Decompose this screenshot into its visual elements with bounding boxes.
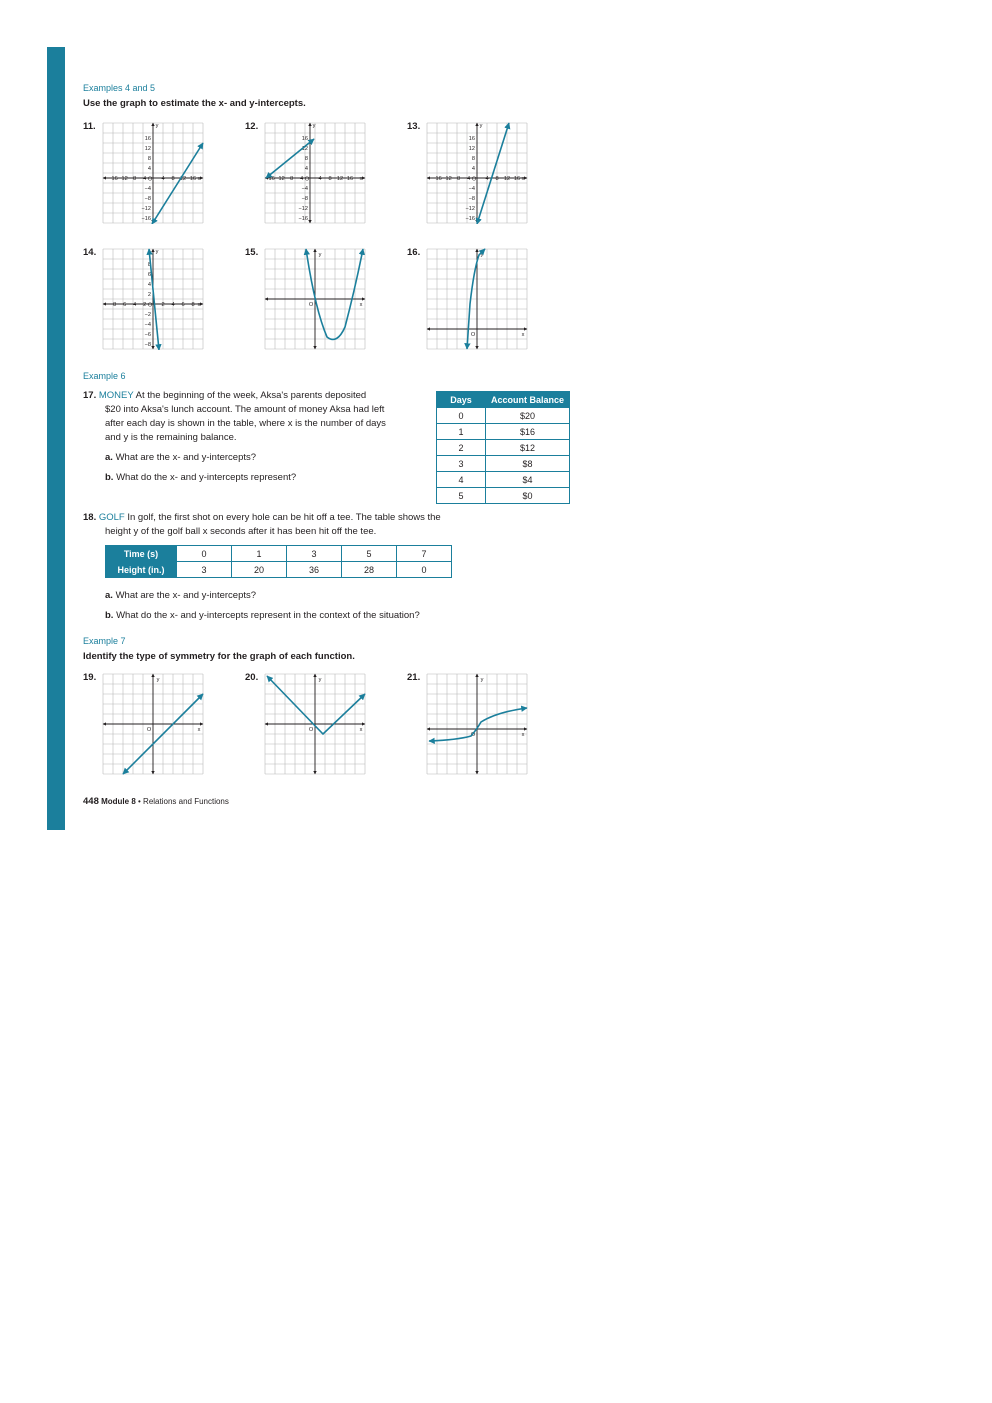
problem-18-line1 — [83, 511, 513, 525]
y-tick-label: 4 — [304, 166, 308, 172]
y-tick-label: 12 — [144, 146, 151, 152]
page-number: 448 — [83, 796, 99, 807]
x-tick-label: 8 — [171, 176, 175, 182]
y-tick-label: −12 — [298, 206, 308, 212]
table-row-height — [106, 562, 452, 578]
y-tick-label: 8 — [147, 156, 151, 162]
x-axis-label: x — [197, 302, 201, 308]
x-tick-label: 4 — [161, 176, 165, 182]
cell-balance: $0 — [486, 488, 570, 504]
problem-17-line1 — [83, 389, 433, 403]
problem-18a — [105, 589, 256, 603]
origin-label: O — [471, 176, 477, 183]
table-time-height — [105, 545, 452, 578]
origin-label: O — [308, 302, 314, 308]
y-tick-label: −2 — [144, 312, 151, 318]
coordinate-plane — [102, 673, 204, 775]
x-axis-label: x — [521, 732, 525, 738]
instruction-intercepts — [83, 98, 306, 109]
problem-18 — [83, 511, 513, 539]
table-row — [437, 456, 570, 472]
x-tick-label: 8 — [191, 302, 195, 308]
cell-balance: $8 — [486, 456, 570, 472]
cell-balance: $20 — [486, 408, 570, 424]
y-tick-label: −8 — [468, 196, 475, 202]
x-tick-label: −4 — [296, 176, 304, 182]
x-tick-label: −12 — [442, 176, 452, 182]
y-tick-label: −16 — [141, 216, 151, 222]
row-label-time: Time (s) — [106, 546, 177, 562]
header-days: Days — [437, 392, 486, 408]
cell-day: 5 — [437, 488, 486, 504]
table-row — [437, 440, 570, 456]
cell-balance: $12 — [486, 440, 570, 456]
graph-problem-11 — [102, 122, 204, 224]
graph-problem-19 — [102, 673, 204, 775]
problem-17b-label: b. — [105, 472, 114, 483]
problem-19-number: 19. — [83, 672, 97, 683]
x-tick-label: 6 — [181, 302, 185, 308]
origin-label: O — [470, 332, 476, 338]
instruction-symmetry: Identify the type of symmetry for the graph of each function. — [83, 651, 355, 662]
y-tick-label: −8 — [301, 196, 308, 202]
header-account-balance: Account Balance — [486, 392, 570, 408]
y-tick-label: 16 — [301, 136, 308, 142]
table-header-row — [437, 392, 570, 408]
x-tick-label: 8 — [328, 176, 332, 182]
y-tick-label: 12 — [301, 146, 308, 152]
problem-20-number: 20. — [245, 672, 259, 683]
x-tick-label: 2 — [161, 302, 165, 308]
problem-17a — [105, 451, 256, 465]
x-tick-label: −4 — [129, 302, 137, 308]
cell-time: 0 — [177, 546, 232, 562]
origin-label: O — [308, 727, 314, 733]
origin-label: O — [147, 176, 153, 183]
example-label-6: Example 6 — [83, 371, 126, 381]
x-axis-label: x — [521, 176, 525, 182]
x-tick-label: 12 — [503, 176, 511, 182]
table-days-balance — [436, 391, 570, 504]
table-row-time — [106, 546, 452, 562]
module-title: Relations and Functions — [143, 797, 229, 806]
cell-day: 0 — [437, 408, 486, 424]
table-row — [437, 488, 570, 504]
problem-18-tag: GOLF — [98, 512, 125, 523]
x-tick-label: 12 — [336, 176, 344, 182]
cell-time: 7 — [397, 546, 452, 562]
y-tick-label: 8 — [147, 262, 151, 268]
y-tick-label: 4 — [147, 166, 151, 172]
cell-height: 3 — [177, 562, 232, 578]
y-tick-label: 4 — [471, 166, 475, 172]
function-curve — [477, 123, 509, 224]
function-curve — [152, 143, 203, 224]
y-axis-label: y — [480, 252, 484, 258]
x-axis-label: x — [359, 727, 363, 733]
x-tick-label: 12 — [179, 176, 187, 182]
y-tick-label: −12 — [465, 206, 475, 212]
y-axis-label: y — [312, 123, 316, 129]
y-axis-label: y — [480, 677, 484, 683]
coordinate-plane — [426, 122, 528, 224]
x-tick-label: 4 — [171, 302, 175, 308]
problem-17-tag: MONEY — [98, 390, 134, 401]
problem-18b — [105, 609, 420, 623]
graph-problem-14 — [102, 248, 204, 350]
module-label: Module 8 — [101, 797, 136, 806]
problem-12-number: 12. — [245, 121, 259, 132]
coordinate-plane — [264, 248, 366, 350]
x-tick-label: 8 — [495, 176, 499, 182]
origin-label: O — [470, 732, 476, 738]
cell-day: 2 — [437, 440, 486, 456]
graph-problem-21 — [426, 673, 528, 775]
y-tick-label: −4 — [301, 186, 308, 192]
problem-17b — [105, 471, 296, 485]
example-label-7: Example 7 — [83, 636, 126, 646]
cell-height: 20 — [232, 562, 287, 578]
graph-problem-13 — [426, 122, 528, 224]
y-tick-label: −4 — [468, 186, 475, 192]
problem-18a-text: What are the x- and y-intercepts? — [115, 590, 257, 601]
example-label-4-5: Examples 4 and 5 — [83, 83, 156, 93]
problem-11-number: 11. — [83, 121, 96, 132]
y-tick-label: 4 — [147, 282, 151, 288]
problem-17-text3: after each day is shown in the table, where x is the number of days — [105, 418, 386, 429]
x-tick-label: −16 — [108, 176, 118, 182]
y-axis-label: y — [155, 123, 159, 129]
cell-time: 5 — [342, 546, 397, 562]
coordinate-plane — [102, 122, 204, 224]
graph-problem-15 — [264, 248, 366, 350]
x-tick-label: −2 — [139, 302, 147, 308]
function-curve — [267, 676, 365, 734]
x-tick-label: 4 — [485, 176, 489, 182]
row-label-height: Height (in.) — [106, 562, 177, 578]
problem-13-number: 13. — [407, 121, 421, 132]
x-tick-label: −4 — [463, 176, 471, 182]
y-tick-label: −8 — [144, 342, 151, 348]
problem-17-number: 17. — [83, 390, 97, 401]
y-tick-label: 16 — [468, 136, 475, 142]
x-tick-label: −12 — [275, 176, 285, 182]
y-tick-label: −6 — [144, 332, 151, 338]
function-curve — [429, 708, 527, 741]
instruction-text: Use the graph to estimate the x- and y-intercepts. — [83, 98, 306, 109]
problem-17a-label: a. — [105, 452, 113, 463]
y-tick-label: −4 — [144, 322, 151, 328]
y-tick-label: −4 — [144, 186, 151, 192]
x-axis-label: x — [359, 302, 363, 308]
x-tick-label: −8 — [286, 176, 294, 182]
y-tick-label: −12 — [141, 206, 151, 212]
problem-17b-text: What do the x- and y-intercepts represent? — [116, 472, 297, 483]
x-axis-label: x — [197, 727, 201, 733]
y-tick-label: 12 — [468, 146, 475, 152]
x-tick-label: −8 — [453, 176, 461, 182]
problem-14-number: 14. — [83, 247, 97, 258]
graph-problem-12 — [264, 122, 366, 224]
problem-17-text1: At the beginning of the week, Aksa's parents deposited — [135, 390, 367, 401]
y-tick-label: −16 — [298, 216, 308, 222]
table-row — [437, 424, 570, 440]
problem-17-text4: and y is the remaining balance. — [105, 432, 237, 443]
coordinate-plane — [102, 248, 204, 350]
x-tick-label: −8 — [109, 302, 117, 308]
y-axis-label: y — [155, 249, 159, 255]
problem-18-number: 18. — [83, 512, 97, 523]
x-tick-label: 4 — [318, 176, 322, 182]
x-axis-label: x — [521, 332, 525, 338]
origin-label: O — [304, 176, 310, 183]
cell-day: 1 — [437, 424, 486, 440]
problem-18a-label: a. — [105, 590, 113, 601]
x-tick-label: −6 — [119, 302, 127, 308]
cell-balance: $16 — [486, 424, 570, 440]
problem-18b-label: b. — [105, 610, 114, 621]
y-axis-label: y — [156, 677, 160, 683]
cell-time: 3 — [287, 546, 342, 562]
problem-21-number: 21. — [407, 672, 421, 683]
page-footer — [83, 796, 229, 807]
problem-16-number: 16. — [407, 247, 421, 258]
x-tick-label: −16 — [265, 176, 275, 182]
graph-problem-20 — [264, 673, 366, 775]
y-axis-label: y — [318, 677, 322, 683]
table-row — [437, 472, 570, 488]
x-tick-label: 16 — [513, 176, 521, 182]
y-tick-label: 16 — [144, 136, 151, 142]
cell-height: 28 — [342, 562, 397, 578]
y-tick-label: −8 — [144, 196, 151, 202]
x-axis-label: x — [197, 176, 201, 182]
cell-day: 4 — [437, 472, 486, 488]
cell-balance: $4 — [486, 472, 570, 488]
x-axis-label: x — [359, 176, 363, 182]
x-tick-label: 16 — [346, 176, 354, 182]
problem-17a-text: What are the x- and y-intercepts? — [115, 452, 257, 463]
cell-height: 36 — [287, 562, 342, 578]
coordinate-plane — [264, 122, 366, 224]
cell-height: 0 — [397, 562, 452, 578]
problem-18-text1: In golf, the first shot on every hole can be hit off a tee. The table shows the — [127, 512, 441, 523]
problem-18-text2: height y of the golf ball x seconds after it has been hit off the tee. — [105, 526, 377, 537]
coordinate-plane — [426, 248, 528, 350]
x-tick-label: −4 — [139, 176, 147, 182]
x-tick-label: −8 — [129, 176, 137, 182]
page-sidebar-bar — [47, 47, 65, 830]
graph-problem-16 — [426, 248, 528, 350]
y-tick-label: 2 — [147, 292, 151, 298]
x-tick-label: −16 — [432, 176, 442, 182]
problem-17-text2: $20 into Aksa's lunch account. The amount of money Aksa had left — [105, 404, 385, 415]
coordinate-plane — [264, 673, 366, 775]
y-tick-label: 6 — [147, 272, 151, 278]
function-curve — [306, 249, 363, 339]
origin-label: O — [146, 727, 152, 733]
problem-18b-text: What do the x- and y-intercepts represent in the context of the situation? — [116, 610, 420, 621]
x-tick-label: 16 — [189, 176, 197, 182]
origin-label: O — [147, 302, 153, 309]
y-axis-label: y — [479, 123, 483, 129]
y-axis-label: y — [318, 252, 322, 258]
problem-15-number: 15. — [245, 247, 259, 258]
y-tick-label: −16 — [465, 216, 475, 222]
y-tick-label: 8 — [304, 156, 308, 162]
problem-17 — [83, 389, 433, 445]
cell-day: 3 — [437, 456, 486, 472]
coordinate-plane — [426, 673, 528, 775]
x-tick-label: −12 — [118, 176, 128, 182]
table-row — [437, 408, 570, 424]
cell-time: 1 — [232, 546, 287, 562]
footer-separator: • — [138, 797, 141, 806]
y-tick-label: 8 — [471, 156, 475, 162]
